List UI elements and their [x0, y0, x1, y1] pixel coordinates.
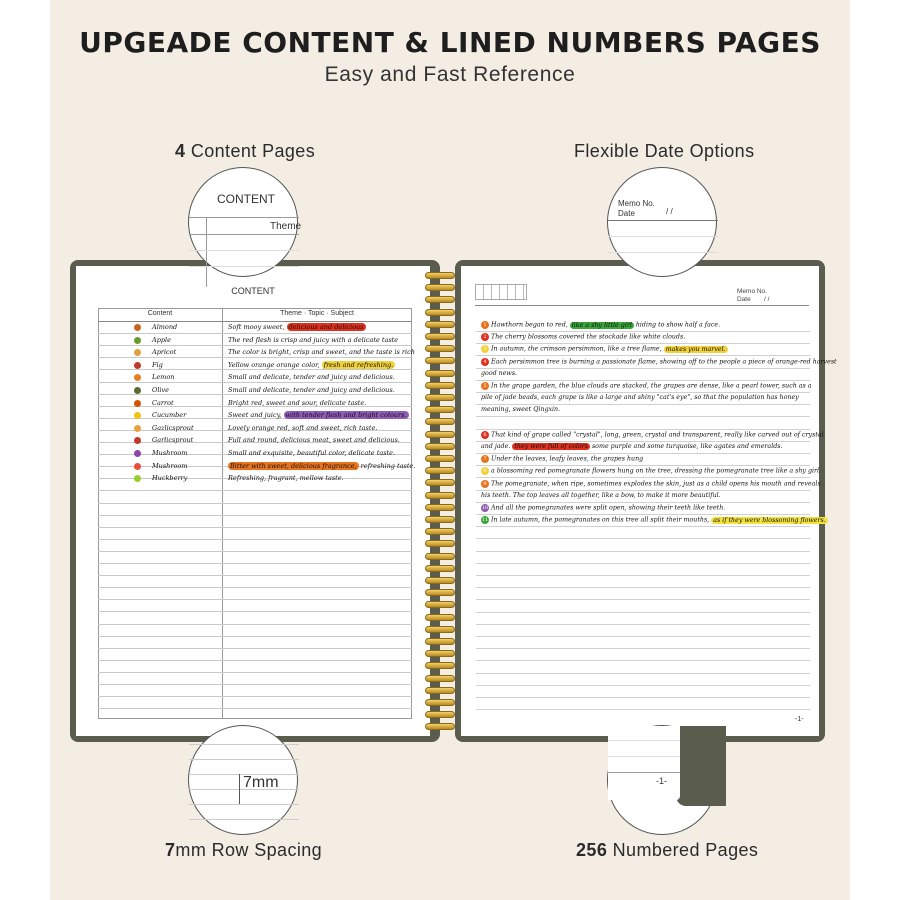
spiral-ring: [425, 650, 455, 657]
content-description: Sweet and juicy, with tender flesh and bright colours.: [228, 411, 407, 420]
memo-label: Memo No.: [737, 288, 767, 295]
note-number-badge: 5: [481, 382, 489, 390]
spiral-ring: [425, 479, 455, 486]
note-line-text: pile of jade beads, each grape is like a large and shiny "cat's eye", so that the population has honey: [481, 394, 799, 402]
spiral-ring: [425, 626, 455, 633]
date-label: Date: [737, 296, 751, 303]
spiral-ring: [425, 614, 455, 621]
spiral-ring: [425, 284, 455, 291]
ruled-line: [476, 343, 810, 344]
note-number-badge: 2: [481, 333, 489, 341]
zoom-rule-4: [189, 266, 299, 267]
note-number-badge: 10: [481, 505, 489, 511]
content-item: Garlicsprout: [152, 436, 194, 445]
spiral-ring: [425, 382, 455, 389]
content-item: Gazlicsprout: [152, 423, 194, 432]
ruled-line: [476, 648, 810, 649]
row-spacing-label: 7mm Row Spacing: [165, 840, 323, 860]
note-line-text: 10 And all the pomegranates were split open, showing their teeth like teeth.: [481, 504, 726, 512]
spiral-ring: [425, 370, 455, 377]
zoom-spacing-rule-2: [189, 759, 299, 760]
highlight: fresh and refreshing.: [323, 360, 394, 369]
table-row-line: [98, 490, 412, 491]
spiral-ring: [425, 272, 455, 279]
ruled-line: [476, 636, 810, 637]
spiral-ring: [425, 638, 455, 645]
ruled-line: [476, 331, 810, 332]
ruled-line: [476, 551, 810, 552]
zoom-spacing-rule-5: [189, 804, 299, 805]
ruled-line: [476, 355, 810, 356]
table-row-line: [98, 333, 412, 334]
zoom-date-label: Date: [618, 209, 635, 218]
ruled-line: [476, 514, 810, 515]
table-row-line: [98, 345, 412, 346]
zoom-spacing-rule-6: [189, 819, 299, 820]
fruit-icon: [134, 387, 141, 394]
zoom-rule-3: [189, 250, 299, 251]
date-slashes: / /: [764, 296, 770, 303]
ruled-line: [476, 673, 810, 674]
note-line-text: 2 The cherry blossoms covered the stockade like white clouds.: [481, 333, 811, 341]
content-description: Small and delicate, tender and juicy and delicious.: [228, 373, 395, 382]
spiral-ring: [425, 394, 455, 401]
ruled-line: [476, 526, 810, 527]
table-row-line: [98, 515, 412, 516]
page-title: UPGEADE CONTENT & LINED NUMBERS PAGES: [79, 26, 821, 59]
ruled-line: [476, 441, 810, 442]
zoom-date-rule: [608, 220, 718, 221]
ruled-line: [476, 368, 810, 369]
ruled-line: [476, 502, 810, 503]
spiral-ring: [425, 662, 455, 669]
table-row-line: [98, 539, 412, 540]
zoom-page-rule-2: [608, 756, 680, 757]
note-line-text: his teeth. The top leaves all together, like a bow, to make it more beautiful.: [481, 491, 721, 499]
zoom-date-rule-3: [608, 252, 718, 253]
spiral-ring: [425, 675, 455, 682]
highlight: Bitter with sweet, delicious fragrance,: [230, 461, 357, 470]
spiral-binding: [425, 272, 455, 730]
highlight: with tender flesh and bright colours.: [285, 411, 407, 420]
table-row-line: [98, 624, 412, 625]
content-description: Refreshing, fragrant, mellow taste.: [228, 474, 344, 483]
ruled-line: [476, 404, 810, 405]
fruit-icon: [134, 400, 141, 407]
table-row-line: [98, 369, 412, 370]
table-row-line: [98, 611, 412, 612]
content-item: Fig: [152, 360, 163, 369]
zoom-col-line: [206, 217, 207, 287]
zoom-memo-label: Memo No.: [618, 199, 655, 208]
content-item: Olive: [152, 386, 170, 394]
note-number-badge: 11: [481, 517, 489, 524]
note-number-badge: 9: [481, 480, 489, 488]
spacing-zoom-circle: [188, 725, 298, 835]
spiral-ring: [425, 601, 455, 608]
content-zoom-circle: [188, 167, 302, 277]
note-line-text: 1 Hawthorn began to red, like a shy little girl hiding to show half a face.: [481, 321, 811, 329]
ruled-line: [476, 575, 810, 576]
zoom-content-title: CONTENT: [217, 192, 275, 206]
table-row-line: [98, 587, 412, 588]
spiral-ring: [425, 443, 455, 450]
spiral-ring: [425, 516, 455, 523]
spiral-ring: [425, 357, 455, 364]
note-line-text: good news.: [481, 369, 518, 377]
zoom-spacing-rule: [189, 744, 299, 745]
content-description: The red flesh is crisp and juicy with a delicate taste: [228, 335, 399, 344]
zoom-page-rule: [608, 740, 680, 741]
numbered-pages-label: 256 Numbered Pages: [576, 840, 759, 860]
table-row-line: [98, 321, 412, 322]
ruled-line: [476, 416, 810, 417]
content-description: Small and delicate, tender and juicy and delicious.: [228, 386, 395, 394]
zoom-rule-2: [189, 234, 299, 235]
zoom-cover-corner: [676, 726, 726, 806]
spiral-ring: [425, 565, 455, 572]
content-item: Carrot: [152, 398, 174, 407]
page-number: -1-: [795, 716, 804, 723]
spiral-ring: [425, 711, 455, 718]
note-line-text: 7 Under the leaves, leafy leaves, the grapes hung: [481, 455, 811, 463]
spiral-ring: [425, 687, 455, 694]
spacing-value: 7mm: [243, 774, 279, 791]
ruled-line: [476, 709, 810, 710]
ruled-line: [476, 697, 810, 698]
content-description: Lovely orange red, soft and sweet, rich taste.: [228, 423, 378, 432]
note-line-text: 6 That kind of grape called "crystal", long, green, crystal and transparent, really like carved out of crystal: [481, 431, 811, 439]
spiral-ring: [425, 504, 455, 511]
spiral-ring: [425, 309, 455, 316]
note-line-text: meaning, sweet Qingxin.: [481, 406, 561, 414]
ruled-line: [476, 429, 810, 430]
date-options-label: Flexible Date Options: [574, 141, 755, 161]
note-line-text: 4 Each persimmon tree is burning a passionate flame, showing off to the people a piece of orange-red harvest: [481, 358, 811, 366]
highlight: like a shy little girl: [571, 321, 632, 329]
zoom-date-slashes: / /: [666, 207, 673, 216]
spiral-ring: [425, 553, 455, 560]
zoom-theme-label: Theme: [270, 221, 302, 232]
content-description: Soft mooy sweet, delicious and delicious: [228, 323, 364, 331]
spiral-ring: [425, 431, 455, 438]
fruit-icon: [134, 425, 141, 432]
table-row-line: [98, 696, 412, 697]
page-number-zoom-circle: [607, 725, 717, 835]
fruit-icon: [134, 362, 141, 369]
date-zoom-circle: [607, 167, 717, 277]
ruled-line: [476, 380, 810, 381]
content-description: Yellow orange orange color, fresh and refreshing.: [228, 360, 394, 369]
content-page-title: CONTENT: [231, 286, 275, 296]
table-row-line: [98, 636, 412, 637]
table-row-line: [98, 648, 412, 649]
ruled-line: [476, 392, 810, 393]
spiral-ring: [425, 540, 455, 547]
table-row-line: [98, 357, 412, 358]
spiral-ring: [425, 418, 455, 425]
ruled-line: [476, 538, 810, 539]
ruled-line: [476, 624, 810, 625]
highlight: as if they were blossoming flowers.: [713, 516, 826, 524]
table-row-line: [98, 684, 412, 685]
ruled-line: [476, 563, 810, 564]
table-row-line: [98, 575, 412, 576]
ruled-line: [476, 490, 810, 491]
note-line-text: 11 In late autumn, the pomegranates on this tree all split their mouths, as if they were blossoming flowers.: [481, 516, 826, 524]
table-row-line: [98, 527, 412, 528]
content-item: Lemon: [152, 373, 175, 382]
content-item: Mushroom: [152, 449, 188, 457]
content-item: Apricot: [152, 348, 177, 357]
spiral-ring: [425, 321, 455, 328]
content-description: Bright red, sweet and sour, delicate taste.: [228, 398, 367, 407]
ruled-line: [476, 599, 810, 600]
content-description: Bitter with sweet, delicious fragrance, refreshing taste.: [230, 461, 416, 470]
note-number-badge: 1: [481, 321, 489, 329]
table-row-line: [98, 660, 412, 661]
zoom-date-rule-2: [608, 236, 718, 237]
table-row-line: [98, 503, 412, 504]
table-row-line: [98, 599, 412, 600]
fruit-icon: [134, 450, 141, 457]
ruled-line: [476, 587, 810, 588]
ruled-line: [476, 660, 810, 661]
note-number-badge: 7: [481, 455, 489, 463]
fruit-icon: [134, 337, 141, 344]
note-line-text: 8 a blossoming red pomegranate flowers hung on the tree, dressing the pomegranate tree like a shy girl.: [481, 467, 811, 475]
ruled-line: [476, 477, 810, 478]
content-description: Full and round, delicious meat, sweet and delicious.: [228, 436, 400, 445]
zoom-page-number: -1-: [656, 776, 667, 786]
index-tabs-strip: [475, 284, 527, 300]
ruled-line: [476, 685, 810, 686]
spiral-ring: [425, 699, 455, 706]
content-item: Mushroom: [152, 461, 188, 470]
note-number-badge: 4: [481, 358, 489, 366]
content-item: Almond: [152, 323, 178, 331]
content-item: Cucumber: [152, 411, 187, 420]
spiral-ring: [425, 492, 455, 499]
table-row-line: [98, 382, 412, 383]
spiral-ring: [425, 589, 455, 596]
note-number-badge: 3: [481, 345, 489, 353]
page-subtitle: Easy and Fast Reference: [324, 63, 576, 86]
highlight: delicious and delicious: [288, 323, 364, 331]
table-row-line: [98, 708, 412, 709]
fruit-icon: [134, 463, 141, 470]
note-number-badge: 8: [481, 467, 489, 475]
spiral-ring: [425, 723, 455, 730]
spacing-marker: [239, 774, 240, 804]
spiral-ring: [425, 296, 455, 303]
note-number-badge: 6: [481, 431, 489, 439]
content-description: Small and exquisite, beautiful color, delicate taste.: [228, 449, 396, 457]
spiral-ring: [425, 455, 455, 462]
content-description: The color is bright, crisp and sweet, and the taste is rich: [228, 348, 415, 357]
ruled-line: [476, 612, 810, 613]
fruit-icon: [134, 324, 141, 331]
spiral-ring: [425, 528, 455, 535]
note-line-text: and jade. they were full of colors some purple and some turquoise, like agates and emeralds.: [481, 443, 783, 450]
theme-column-header: Theme · Topic · Subject: [280, 310, 354, 317]
spiral-ring: [425, 577, 455, 584]
content-column-header: Content: [147, 310, 173, 317]
ruled-line: [476, 453, 810, 454]
content-item: Apple: [152, 335, 171, 344]
spiral-ring: [425, 333, 455, 340]
table-row-line: [98, 563, 412, 564]
zoom-page-corner: [608, 726, 680, 800]
ruled-line: [476, 465, 810, 466]
header-rule: [475, 305, 809, 306]
table-row-line: [98, 551, 412, 552]
note-line-text: 3 In autumn, the crimson persimmon, like a tree flame, makes you marvel.: [481, 345, 811, 353]
note-line-text: 5 In the grape garden, the blue clouds are stacked, the grapes are dense, like a pearl tower, such as a: [481, 382, 811, 390]
zoom-page-rule-3: [608, 772, 680, 773]
highlight: they were full of colors: [514, 443, 588, 450]
spiral-ring: [425, 467, 455, 474]
note-line-text: 9 The pomegranate, when ripe, sometimes explodes the skin, just as a child opens his mouth and reveals: [481, 480, 811, 488]
table-row-line: [98, 672, 412, 673]
content-item: Huckberry: [152, 474, 188, 483]
spiral-ring: [425, 406, 455, 413]
content-pages-label: 4 Content Pages: [175, 141, 316, 161]
highlight: makes you marvel.: [665, 345, 726, 353]
spiral-ring: [425, 345, 455, 352]
